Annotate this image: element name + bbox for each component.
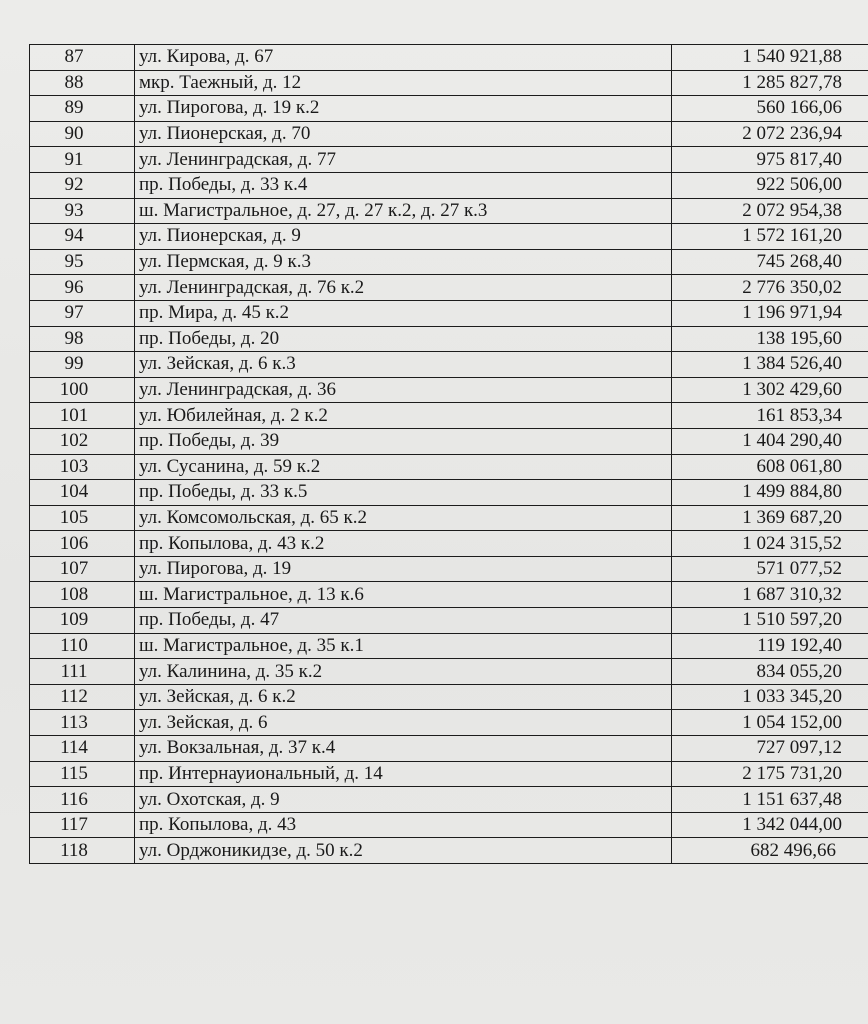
row-number-cell: 98 — [30, 326, 135, 352]
address-cell: ул. Охотская, д. 9 — [135, 787, 672, 813]
address-cell: пр. Победы, д. 47 — [135, 608, 672, 634]
table-row — [30, 403, 868, 429]
amount-cell: 2 175 731,20 — [672, 761, 868, 787]
row-number-cell: 110 — [30, 633, 135, 659]
amount-cell: 1 572 161,20 — [672, 224, 868, 250]
row-number-cell: 103 — [30, 454, 135, 480]
address-cell: пр. Интернауиональный, д. 14 — [135, 761, 672, 787]
row-number-cell: 89 — [30, 96, 135, 122]
table-row — [30, 198, 868, 224]
address-cell: ш. Магистральное, д. 13 к.6 — [135, 582, 672, 608]
table-row — [30, 633, 868, 659]
row-number-cell: 106 — [30, 531, 135, 557]
amount-cell: 1 024 315,52 — [672, 531, 868, 557]
amount-cell: 1 342 044,00 — [672, 812, 868, 838]
amount-cell: 1 540 921,88 — [672, 45, 868, 71]
amount-cell: 1 196 971,94 — [672, 300, 868, 326]
table-row — [30, 812, 868, 838]
amount-cell: 1 285 827,78 — [672, 70, 868, 96]
amount-cell: 1 510 597,20 — [672, 608, 868, 634]
amount-cell: 1 369 687,20 — [672, 505, 868, 531]
row-number-cell: 108 — [30, 582, 135, 608]
table-row — [30, 582, 868, 608]
table-row — [30, 45, 868, 71]
table-row — [30, 352, 868, 378]
amount-cell: 834 055,20 — [672, 659, 868, 685]
address-cell: мкр. Таежный, д. 12 — [135, 70, 672, 96]
address-cell: ул. Вокзальная, д. 37 к.4 — [135, 736, 672, 762]
address-cell: ул. Комсомольская, д. 65 к.2 — [135, 505, 672, 531]
table-row — [30, 428, 868, 454]
amount-cell: 608 061,80 — [672, 454, 868, 480]
table-row — [30, 377, 868, 403]
row-number-cell: 93 — [30, 198, 135, 224]
amount-cell: 1 054 152,00 — [672, 710, 868, 736]
amount-cell: 119 192,40 — [672, 633, 868, 659]
address-cell: пр. Мира, д. 45 к.2 — [135, 300, 672, 326]
row-number-cell: 118 — [30, 838, 135, 864]
amount-cell: 1 384 526,40 — [672, 352, 868, 378]
address-cell: ул. Кирова, д. 67 — [135, 45, 672, 71]
address-cell: ул. Ленинградская, д. 77 — [135, 147, 672, 173]
amount-cell: 560 166,06 — [672, 96, 868, 122]
address-cell: пр. Копылова, д. 43 — [135, 812, 672, 838]
amount-cell: 2 072 954,38 — [672, 198, 868, 224]
amount-cell: 1 302 429,60 — [672, 377, 868, 403]
row-number-cell: 88 — [30, 70, 135, 96]
row-number-cell: 111 — [30, 659, 135, 685]
table-row — [30, 121, 868, 147]
table-row — [30, 172, 868, 198]
address-cell: ул. Пионерская, д. 70 — [135, 121, 672, 147]
row-number-cell: 97 — [30, 300, 135, 326]
address-cell: ул. Калинина, д. 35 к.2 — [135, 659, 672, 685]
table-row — [30, 761, 868, 787]
address-cell: пр. Копылова, д. 43 к.2 — [135, 531, 672, 557]
table-row — [30, 736, 868, 762]
row-number-cell: 107 — [30, 556, 135, 582]
table-row — [30, 838, 868, 864]
amount-cell: 727 097,12 — [672, 736, 868, 762]
address-cell: ш. Магистральное, д. 27, д. 27 к.2, д. 27 к.3 — [135, 198, 672, 224]
table-row — [30, 608, 868, 634]
amount-cell: 745 268,40 — [672, 249, 868, 275]
table-row — [30, 684, 868, 710]
address-cell: ул. Зейская, д. 6 к.2 — [135, 684, 672, 710]
address-cell: пр. Победы, д. 20 — [135, 326, 672, 352]
table-row — [30, 275, 868, 301]
table-row — [30, 480, 868, 506]
table-row — [30, 531, 868, 557]
address-cell: пр. Победы, д. 33 к.4 — [135, 172, 672, 198]
row-number-cell: 96 — [30, 275, 135, 301]
row-number-cell: 109 — [30, 608, 135, 634]
table-row — [30, 70, 868, 96]
address-cell: ш. Магистральное, д. 35 к.1 — [135, 633, 672, 659]
table-row — [30, 326, 868, 352]
row-number-cell: 99 — [30, 352, 135, 378]
table-body — [30, 45, 868, 864]
row-number-cell: 94 — [30, 224, 135, 250]
table-row — [30, 659, 868, 685]
row-number-cell: 117 — [30, 812, 135, 838]
table-row — [30, 249, 868, 275]
address-cell: ул. Пирогова, д. 19 — [135, 556, 672, 582]
table-row — [30, 787, 868, 813]
row-number-cell: 92 — [30, 172, 135, 198]
row-number-cell: 104 — [30, 480, 135, 506]
address-cell: ул. Зейская, д. 6 — [135, 710, 672, 736]
amount-cell: 161 853,34 — [672, 403, 868, 429]
address-cell: ул. Орджоникидзе, д. 50 к.2 — [135, 838, 672, 864]
table-row — [30, 454, 868, 480]
row-number-cell: 101 — [30, 403, 135, 429]
address-cell: ул. Пирогова, д. 19 к.2 — [135, 96, 672, 122]
amount-cell: 138 195,60 — [672, 326, 868, 352]
address-cell: ул. Пионерская, д. 9 — [135, 224, 672, 250]
address-cell: ул. Ленинградская, д. 36 — [135, 377, 672, 403]
row-number-cell: 114 — [30, 736, 135, 762]
row-number-cell: 95 — [30, 249, 135, 275]
row-number-cell: 102 — [30, 428, 135, 454]
table-row — [30, 147, 868, 173]
address-cell: ул. Юбилейная, д. 2 к.2 — [135, 403, 672, 429]
table-row — [30, 96, 868, 122]
address-cell: ул. Пермская, д. 9 к.3 — [135, 249, 672, 275]
amount-cell: 1 499 884,80 — [672, 480, 868, 506]
table-row — [30, 300, 868, 326]
address-cell: ул. Сусанина, д. 59 к.2 — [135, 454, 672, 480]
row-number-cell: 91 — [30, 147, 135, 173]
row-number-cell: 90 — [30, 121, 135, 147]
amount-cell: 922 506,00 — [672, 172, 868, 198]
row-number-cell: 100 — [30, 377, 135, 403]
amount-cell: 682 496,66 — [672, 838, 868, 864]
amount-cell: 1 687 310,32 — [672, 582, 868, 608]
row-number-cell: 115 — [30, 761, 135, 787]
address-cell: пр. Победы, д. 39 — [135, 428, 672, 454]
amount-cell: 2 776 350,02 — [672, 275, 868, 301]
address-amount-table — [29, 44, 868, 864]
row-number-cell: 112 — [30, 684, 135, 710]
address-cell: ул. Ленинградская, д. 76 к.2 — [135, 275, 672, 301]
amount-cell: 571 077,52 — [672, 556, 868, 582]
amount-cell: 2 072 236,94 — [672, 121, 868, 147]
row-number-cell: 87 — [30, 45, 135, 71]
table-row — [30, 224, 868, 250]
amount-cell: 1 033 345,20 — [672, 684, 868, 710]
row-number-cell: 116 — [30, 787, 135, 813]
table-row — [30, 505, 868, 531]
row-number-cell: 105 — [30, 505, 135, 531]
address-cell: пр. Победы, д. 33 к.5 — [135, 480, 672, 506]
row-number-cell: 113 — [30, 710, 135, 736]
amount-cell: 1 151 637,48 — [672, 787, 868, 813]
table-row — [30, 556, 868, 582]
address-cell: ул. Зейская, д. 6 к.3 — [135, 352, 672, 378]
table-row — [30, 710, 868, 736]
amount-cell: 975 817,40 — [672, 147, 868, 173]
amount-cell: 1 404 290,40 — [672, 428, 868, 454]
